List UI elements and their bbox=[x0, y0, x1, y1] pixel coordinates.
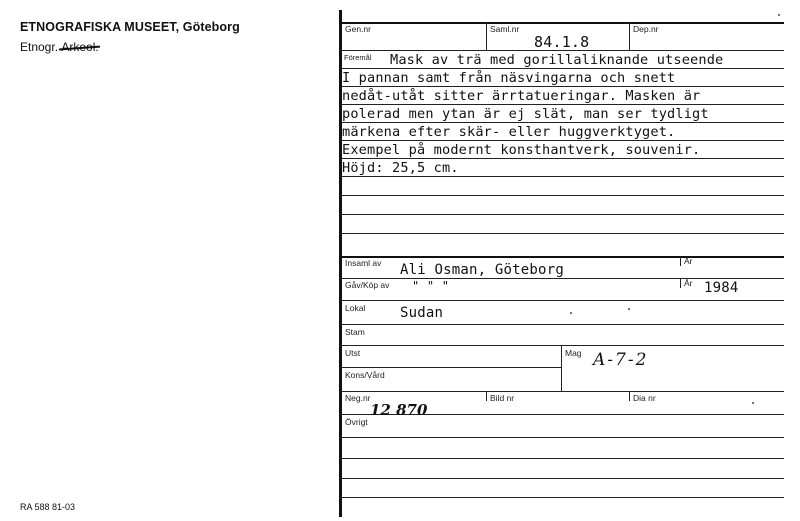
museum-name: ETNOGRAFISKA MUSEET, bbox=[20, 20, 180, 34]
rule-o3 bbox=[341, 478, 784, 479]
description-line: märkena efter skär- eller huggverktyget. bbox=[342, 124, 676, 140]
ar-value: 1984 bbox=[704, 280, 739, 296]
scan-speck bbox=[778, 14, 780, 16]
rule-d6 bbox=[341, 158, 784, 159]
label-mag: Mag bbox=[565, 348, 582, 358]
description-line: polerad men ytan är ej slät, man ser tydligt bbox=[342, 106, 709, 122]
rule-stam bbox=[341, 324, 784, 325]
rule-lokal bbox=[341, 300, 784, 301]
insaml-av-value: Ali Osman, Göteborg bbox=[400, 262, 564, 278]
description-line: Höjd: 25,5 cm. bbox=[342, 160, 459, 176]
rule-d7 bbox=[341, 176, 784, 177]
rule-d9 bbox=[341, 214, 784, 215]
label-foremal: Föremål bbox=[344, 53, 372, 62]
divider-dep bbox=[629, 22, 630, 50]
rule-d1 bbox=[341, 68, 784, 69]
label-neg-nr: Neg.nr bbox=[345, 393, 371, 403]
label-ar-1: År bbox=[684, 256, 693, 266]
label-kons-vard: Kons/Vård bbox=[345, 370, 385, 380]
rule-d3 bbox=[341, 104, 784, 105]
divider-bild bbox=[486, 391, 487, 401]
neg-nr-value: 12 870 bbox=[370, 401, 428, 419]
label-stam: Stam bbox=[345, 327, 365, 337]
department-prefix: Etnogr. bbox=[20, 40, 59, 54]
museum-city: Göteborg bbox=[182, 20, 240, 34]
label-gen-nr: Gen.nr bbox=[345, 24, 371, 34]
label-bild-nr: Bild nr bbox=[490, 393, 515, 403]
label-ovrigt: Övrigt bbox=[345, 417, 368, 427]
department-line bbox=[20, 40, 99, 54]
label-saml-nr: Saml.nr bbox=[490, 24, 520, 34]
gav-kop-ditto-marks: " " " bbox=[412, 279, 450, 293]
rule-o2 bbox=[341, 458, 784, 459]
label-insaml-av: Insaml av bbox=[345, 258, 382, 268]
divider-ar1 bbox=[680, 256, 681, 266]
rule-d5 bbox=[341, 140, 784, 141]
label-dia-nr: Dia nr bbox=[633, 393, 656, 403]
form-code: RA 588 81-03 bbox=[20, 502, 76, 512]
divider-mag bbox=[561, 345, 562, 391]
scan-speck bbox=[570, 312, 572, 314]
rule-insaml bbox=[341, 256, 784, 258]
label-dep-nr: Dep.nr bbox=[633, 24, 659, 34]
description-line: Exempel på modernt konsthantverk, souvenir. bbox=[342, 142, 701, 158]
museum-title bbox=[20, 20, 240, 34]
saml-nr-value: 84.1.8 bbox=[534, 33, 590, 51]
divider-dia bbox=[629, 391, 630, 401]
divider-ar2 bbox=[680, 278, 681, 288]
rule-d2 bbox=[341, 86, 784, 87]
scan-speck bbox=[752, 402, 754, 404]
rule-d10 bbox=[341, 233, 784, 234]
lokal-value: Sudan bbox=[400, 305, 444, 321]
description-line: Mask av trä med gorillaliknande utseende bbox=[390, 52, 724, 68]
rule-d4 bbox=[341, 122, 784, 123]
rule-utst bbox=[341, 345, 784, 346]
rule-gav bbox=[341, 278, 784, 279]
mag-value: A-7-2 bbox=[593, 350, 649, 370]
divider-saml bbox=[486, 22, 487, 50]
label-lokal: Lokal bbox=[345, 303, 366, 313]
label-ar-2: År bbox=[684, 278, 693, 288]
department-struck: Arkeol. bbox=[61, 40, 99, 54]
label-utst: Utst bbox=[345, 348, 361, 358]
rule-o1 bbox=[341, 437, 784, 438]
rule-d8 bbox=[341, 195, 784, 196]
rule-o4 bbox=[341, 497, 784, 498]
label-gav-kop-av: Gåv/Köp av bbox=[345, 280, 390, 290]
description-line: I pannan samt från näsvingarna och snett bbox=[342, 70, 676, 86]
scan-speck bbox=[628, 308, 630, 310]
rule-top bbox=[341, 22, 784, 24]
rule-neg bbox=[341, 391, 784, 392]
description-line: nedåt-utåt sitter ärrtatueringar. Masken är bbox=[342, 88, 701, 104]
rule-kons bbox=[341, 367, 561, 368]
